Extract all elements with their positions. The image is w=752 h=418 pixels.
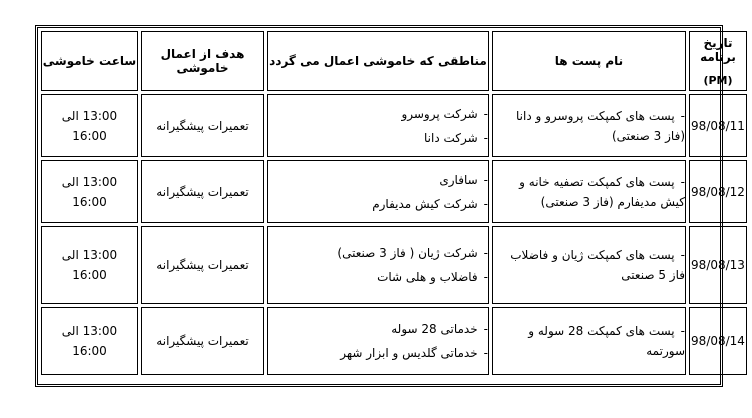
header-hours: ساعت خاموشی	[41, 31, 138, 91]
row-hours	[41, 226, 138, 304]
area-item: -خدماتی گلدیس و ابزار شهر	[340, 346, 488, 360]
row-date: 98/08/14	[689, 307, 747, 375]
row-goal: تعمیرات پیشگیرانه	[141, 160, 264, 223]
table-row	[41, 160, 747, 223]
row-date: 98/08/11	[689, 94, 747, 157]
row-hours	[41, 307, 138, 375]
header-post-name: نام پست ها	[492, 31, 686, 91]
area-item: -شرکت دانا	[423, 130, 488, 145]
hours-to: 16:00	[72, 128, 107, 143]
header-date-label: تاریخ برنامه	[700, 35, 736, 64]
post-name-text: پست های کمپکت 28 سوله و سورتمه	[528, 324, 685, 358]
row-goal: تعمیرات پیشگیرانه	[141, 226, 264, 304]
row-post-name: -پست های کمپکت 28 سوله و سورتمه	[492, 307, 686, 375]
header-date-unit: (PM)	[703, 73, 733, 87]
row-hours	[41, 160, 138, 223]
hours-to: 16:00	[72, 344, 107, 358]
area-item: -خدماتی 28 سوله	[391, 322, 488, 336]
hours-from: 13:00 الی	[61, 324, 118, 338]
row-hours	[41, 94, 138, 157]
header-date	[689, 31, 747, 91]
outage-schedule-table	[38, 28, 750, 378]
row-areas	[267, 160, 489, 223]
row-goal: تعمیرات پیشگیرانه	[141, 307, 264, 375]
table-row	[41, 307, 747, 375]
row-date: 98/08/12	[689, 160, 747, 223]
hours-to: 16:00	[72, 194, 107, 209]
area-item: -شرکت ژیان ( فاز 3 صنعتی)	[337, 246, 488, 260]
area-item: -شرکت پروسرو	[401, 106, 488, 121]
hours-from: 13:00 الی	[61, 248, 118, 262]
table-row	[41, 226, 747, 304]
header-goal: هدف از اعمال خاموشی	[141, 31, 264, 91]
row-areas	[267, 94, 489, 157]
row-areas	[267, 307, 489, 375]
header-row	[41, 31, 747, 91]
post-name-text: پست های کمپکت پروسرو و دانا (فاز 3 صنعتی)	[516, 108, 685, 143]
row-areas	[267, 226, 489, 304]
header-areas: مناطقی که خاموشی اعمال می گردد	[267, 31, 489, 91]
post-name-text: پست های کمپکت تصفیه خانه و کیش مدیفارم (فاز 3 صنعتی)	[519, 174, 685, 209]
area-item: -فاضلاب و هلی شات	[377, 270, 488, 284]
row-post-name: -پست های کمپکت پروسرو و دانا (فاز 3 صنعتی)	[492, 94, 686, 157]
post-name-text: پست های کمپکت ژیان و فاضلاب فاز 5 صنعتی	[510, 248, 685, 282]
table-row	[41, 94, 747, 157]
area-item: -سافاری	[439, 172, 488, 187]
row-date: 98/08/13	[689, 226, 747, 304]
row-goal: تعمیرات پیشگیرانه	[141, 94, 264, 157]
hours-to: 16:00	[72, 268, 107, 282]
area-item: -شرکت کیش مدیفارم	[372, 196, 488, 211]
hours-from: 13:00 الی	[61, 108, 118, 123]
row-post-name: -پست های کمپکت ژیان و فاضلاب فاز 5 صنعتی	[492, 226, 686, 304]
hours-from: 13:00 الی	[61, 174, 118, 189]
row-post-name: -پست های کمپکت تصفیه خانه و کیش مدیفارم (فاز 3 صنعتی)	[492, 160, 686, 223]
